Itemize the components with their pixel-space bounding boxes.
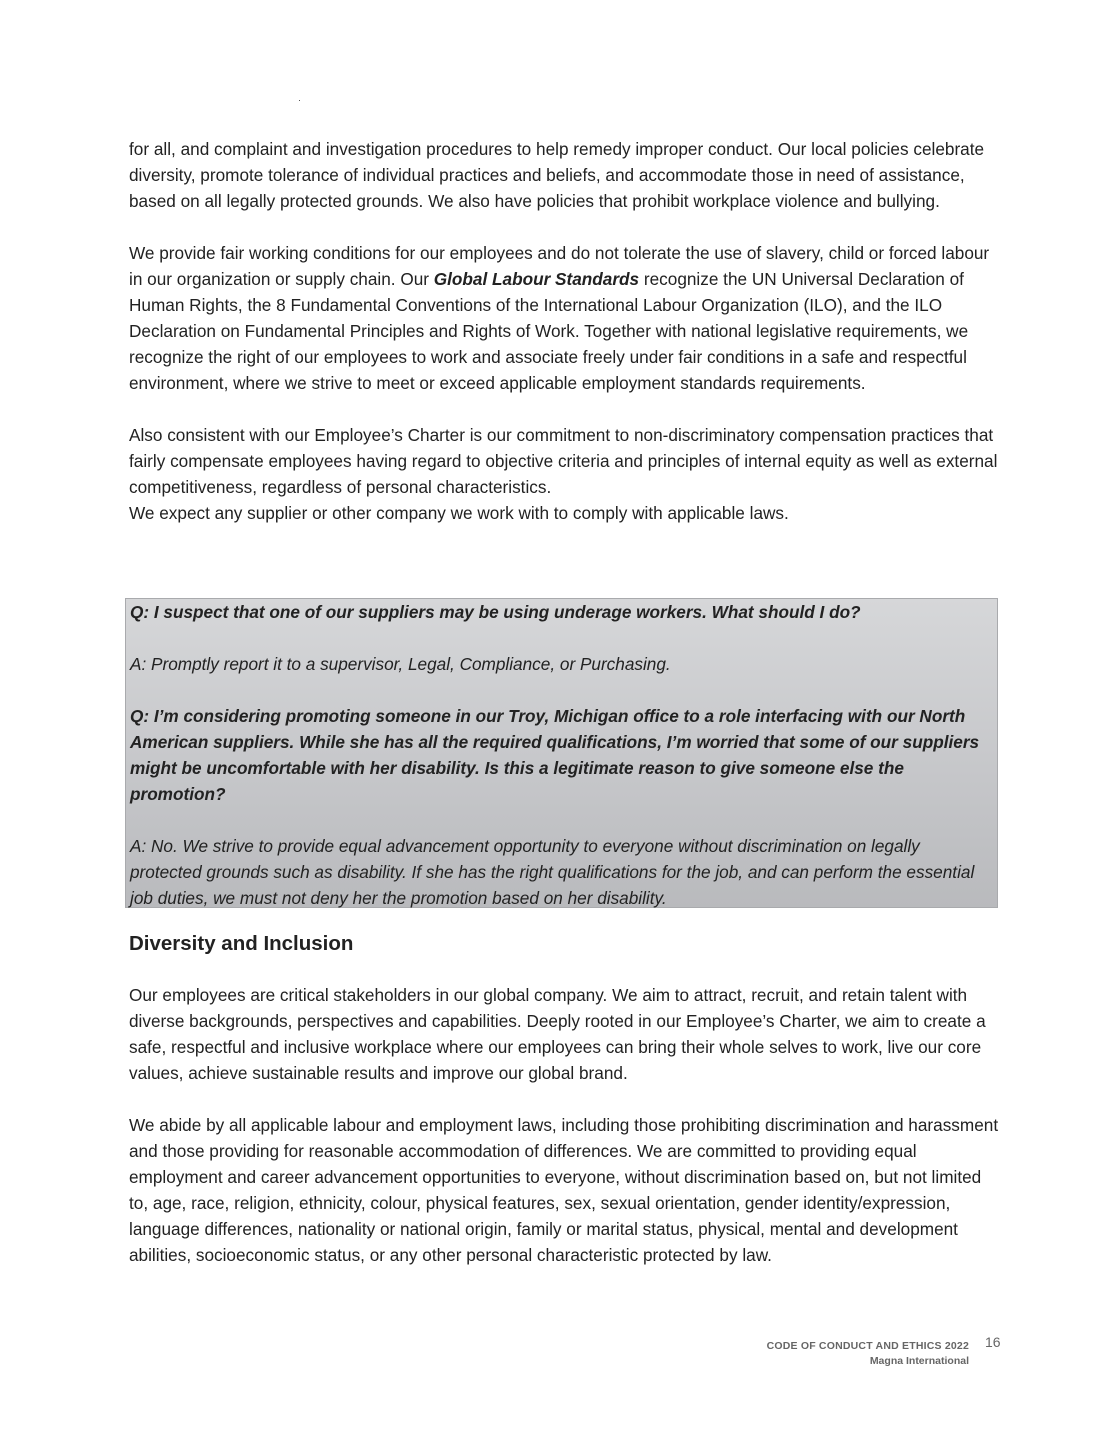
paragraph-policies: for all, and complaint and investigation procedures to help remedy improper conduct. Our local policies celebrate diversity, promote tolerance of individual practices and beliefs, and accommodate those in need of assistance, based on all legally protected grounds. We also have policies that prohibit workplace violence and bullying. <box>129 139 985 211</box>
question-1: Q: I suspect that one of our suppliers may be using underage workers. What should I do? <box>130 602 861 622</box>
paragraph-compensation: Also consistent with our Employee’s Charter is our commitment to non-discriminatory compensation practices that fairly compensate employees having regard to objective criteria and principles of internal equity as well as external competitiveness, regardless of personal characteristics. <box>129 425 998 497</box>
paragraph-stakeholders: Our employees are critical stakeholders in our global company. We aim to attract, recruit, and retain talent with diverse backgrounds, perspectives and capabilities. Deeply rooted in our Employee’s Charter, we aim to create a safe, respectful and inclusive workplace where our employees can bring their whole selves to work, live our core values, achieve sustainable results and improve our global brand. <box>129 985 986 1083</box>
page-number: 16 <box>985 1334 1001 1350</box>
paragraph-labour-laws: We abide by all applicable labour and employment laws, including those prohibiting discrimination and harassment and those providing for reasonable accommodation of differences. We are committed to providing equal employment and career advancement opportunities to everyone, without discrimination based on, but not limited to, age, race, religion, ethnicity, colour, physical features, sex, sexual orientation, gender identity/expression, language differences, nationality or national origin, family or marital status, physical, mental and development abilities, socioeconomic status, or any other personal characteristic protected by law. <box>129 1115 999 1265</box>
footer-company: Magna International <box>869 1355 969 1367</box>
intro-section <box>129 136 999 526</box>
page-footer <box>767 1340 969 1367</box>
answer-2: A: No. We strive to provide equal advancement opportunity to everyone without discrimination on legally protected grounds such as disability. If she has the right qualifications for the job, and can perform the essential job duties, we must not deny her the promotion based on her disability. <box>130 836 975 908</box>
paragraph-working-conditions <box>129 240 999 396</box>
global-labour-standards-emphasis: Global Labour Standards <box>433 269 640 289</box>
footer-doc-title: CODE OF CONDUCT AND ETHICS 2022 <box>766 1340 969 1352</box>
section-heading: Diversity and Inclusion <box>129 932 354 955</box>
paragraph-supplier-compliance: We expect any supplier or other company we work with to comply with applicable laws. <box>129 503 789 523</box>
answer-1: A: Promptly report it to a supervisor, Legal, Compliance, or Purchasing. <box>130 654 671 674</box>
text-run: recognize the UN Universal Declaration of Human Rights, the 8 Fundamental Conventions of the International Labour Organization (ILO), and the ILO Declaration on Fundamental Principles and Rights of Work. Together with national legislative requirements, we recognize the right of our employees to work and associate freely under fair conditions in a safe and respectful environment, where we strive to meet or exceed applicable employment standards requirements. <box>129 269 969 393</box>
stray-mark <box>299 100 300 101</box>
text-run: We provide fair working conditions for our employees and do not tolerate the use of slavery, child or forced labour in our organization or supply chain. Our <box>129 243 990 289</box>
question-2: Q: I’m considering promoting someone in our Troy, Michigan office to a role interfacing with our North American suppliers. While she has all the required qualifications, I’m worried that some of our suppliers might be uncomfortable with her disability. Is this a legitimate reason to give someone else the promotion? <box>130 706 980 804</box>
qa-box <box>125 598 998 908</box>
diversity-section <box>129 982 999 1268</box>
